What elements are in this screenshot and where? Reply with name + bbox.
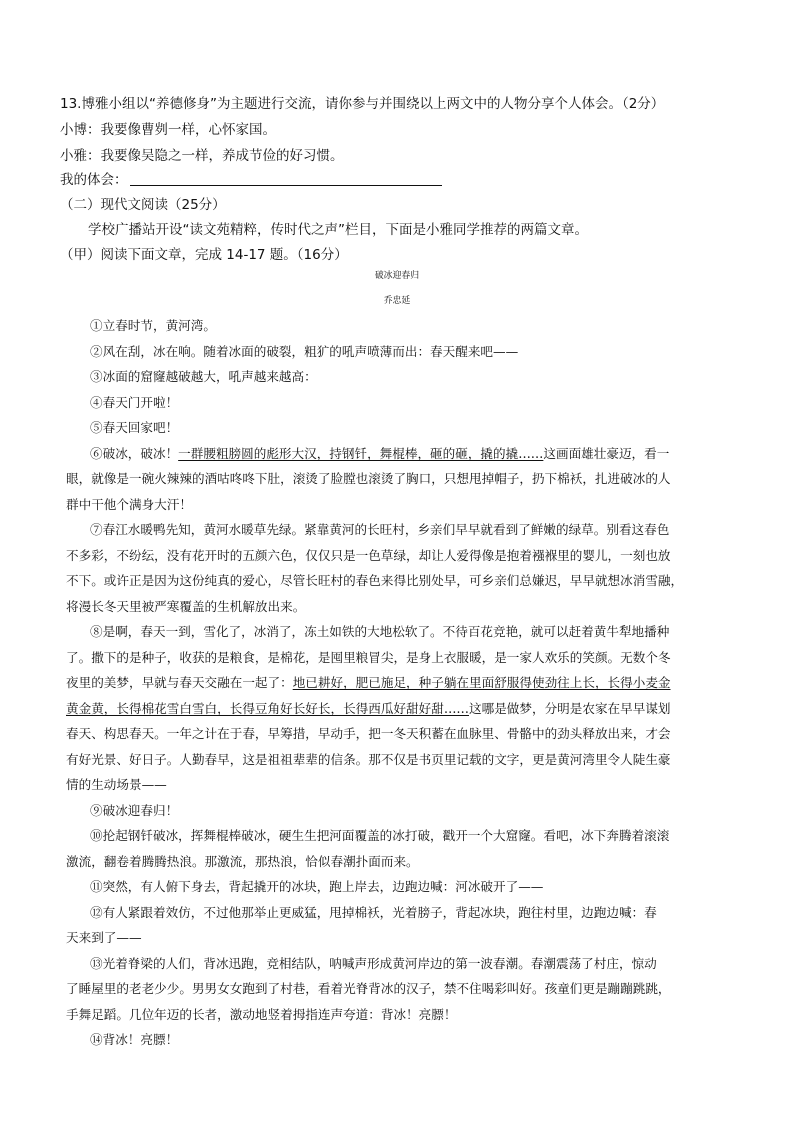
paragraph-9: ⑨破冰迎春归！: [90, 802, 179, 818]
xiaobo-answer: 小博：我要像曹刿一样，心怀家国。: [60, 122, 276, 138]
answer-blank-line[interactable]: [130, 173, 442, 186]
paragraph-13-line-2: 了睡屋里的老老少少。男男女女跑到了村巷，看着光脊背冰的汉子，禁不住喝彩叫好。孩童们更是蹦蹦跳跳，: [66, 981, 671, 996]
paragraph-12-line-2: 天来到了——: [66, 930, 142, 945]
paragraph-13-line-1: ⑬光着脊梁的人们，背冰迅跑，竞相结队，呐喊声形成黄河岸边的第一波春潮。春潮震荡了村庄，惊动: [90, 955, 657, 971]
paragraph-8-line-3: [66, 670, 732, 696]
paragraph-7-line-1: ⑦春江水暖鸭先知，黄河水暖草先绿。紧靠黄河的长旺村，乡亲们早早就看到了鲜嫩的绿草。别看这春色: [90, 522, 670, 537]
paragraph-3: ③冰面的窟窿越破越大，吼声越来越高：: [90, 369, 317, 384]
paragraph-5: ⑤春天回家吧！: [90, 420, 179, 435]
paragraph-6-tail: 这画面雄壮豪迈，看一: [543, 445, 670, 461]
paragraph-8-line-4: [66, 696, 732, 722]
paragraph-6-line-2: 眼，就像是一碗火辣辣的酒咕咚咚下肚，滚烫了脸膛也滚烫了胸口，只想甩掉帽子，扔下棉袄，扎进破冰的人: [66, 471, 671, 486]
paragraph-10-line-2: 激流，翻卷着腾腾热浪。那激流，那热浪，恰似春潮扑面而来。: [66, 853, 419, 869]
part-jia-instruction: （甲）阅读下面文章，完成 14-17 题。（16分）: [60, 247, 348, 263]
paragraph-8-plain: 夜里的美梦，早就与春天交融在一起了：: [66, 675, 293, 690]
paragraph-6-line-3: 群中干他个满身大汗！: [66, 496, 192, 512]
paragraph-1: ①立春时节，黄河湾。: [90, 318, 216, 333]
paragraph-8-line-6: 有好光景、好日子。人勤春早，这是祖祖辈辈的信条。那不仅是书页里记载的文字，更是黄河湾里令人陡生豪: [66, 751, 671, 767]
section-intro: 学校广播站开设“读文苑精粹，传时代之声”栏目，下面是小雅同学推荐的两篇文章。: [88, 222, 588, 238]
paragraph-8-line-5: 春天、构思春天。一年之计在于春，早筹措，早动手，把一冬天积蓄在血脉里、骨骼中的劲头释放出来，才会: [66, 726, 671, 741]
paragraph-8-line-7: 情的生动场景——: [66, 777, 167, 792]
paragraph-13-line-3: 手舞足蹈。几位年迈的长者，激动地竖着拇指连声夸道：背冰！亮膘！: [66, 1006, 457, 1022]
xiaoya-answer: 小雅：我要像吴隐之一样，养成节俭的好习惯。: [60, 148, 344, 164]
paragraph-14: ⑭背冰！亮膘！: [90, 1032, 179, 1047]
paragraph-7-line-2: 不多彩，不纷纭，没有花开时的五颜六色，仅仅只是一色草绿，却让人爱得像是抱着襁褓里的婴儿，一刻也放: [66, 547, 671, 563]
paragraph-7-line-4: 将漫长冬天里被严寒覆盖的生机解放出来。: [66, 598, 306, 614]
paragraph-6-line-1: [66, 441, 732, 467]
paragraph-10-line-1: ⑩抡起钢钎破冰，挥舞棍棒破冰，硬生生把河面覆盖的冰打破，戳开一个大窟窿。看吧，冰下奔腾着滚滚: [90, 828, 670, 843]
paragraph-2: ②风在刮，冰在响。随着冰面的破裂，粗犷的吼声喷薄而出：春天醒来吧——: [90, 343, 519, 359]
paragraph-8-underlined-cont: 黄金黄，长得棉花雪白雪白，长得豆角好长好长，长得西瓜好甜好甜……: [66, 700, 469, 716]
my-view-row: [60, 168, 442, 188]
article-body: [66, 313, 732, 1053]
paragraph-7-line-3: 不下。或许正是因为这份纯真的爱心，尽管长旺村的春色来得比别处早，可乡亲们总嫌迟，早早就想冰消雪融，: [66, 573, 684, 588]
article-title: 破冰迎春归: [374, 271, 420, 281]
section-heading: （二）现代文阅读（25分）: [60, 197, 226, 213]
article-author: 乔忠延: [383, 296, 411, 306]
my-view-label: 我的体会：: [60, 172, 128, 188]
paragraph-8-underlined: 地已耕好，肥已施足，种子躺在里面舒服得使劲往上长，长得小麦金: [292, 675, 671, 690]
paragraph-11: ⑪突然，有人俯下身去，背起撬开的冰块，跑上岸去，边跑边喊：河冰破开了——: [90, 879, 544, 894]
paragraph-12-line-1: ⑫有人紧跟着效仿，不过他那举止更威猛，甩掉棉袄，光着膀子，背起冰块，跑往村里，边跑边喊：春: [90, 904, 657, 920]
paragraph-8-plain-cont: 这哪是做梦，分明是农家在早早谋划: [469, 700, 671, 716]
paragraph-6-lead: ⑥破冰，破冰！: [90, 445, 179, 461]
paragraph-8-line-1: ⑧是啊，春天一到，雪化了，冰消了，冻土如铁的大地松软了。不待百花竞艳，就可以赶着黄牛犁地播种: [90, 624, 670, 639]
paragraph-6-underlined: 一群腰粗膀圆的彪形大汉，持钢钎，舞棍棒，砸的砸，撬的撬……: [178, 445, 544, 461]
paragraph-4: ④春天门开啦！: [90, 394, 179, 410]
question-13-prompt: 13.博雅小组以“养德修身”为主题进行交流，请你参与并围绕以上两文中的人物分享个人体会。（2分）: [60, 96, 665, 112]
paragraph-8-line-2: 了。撒下的是种子，收获的是粮食，是棉花，是囤里粮冒尖，是身上衣服暖，是一家人欢乐的笑颜。无数个冬: [66, 649, 671, 665]
